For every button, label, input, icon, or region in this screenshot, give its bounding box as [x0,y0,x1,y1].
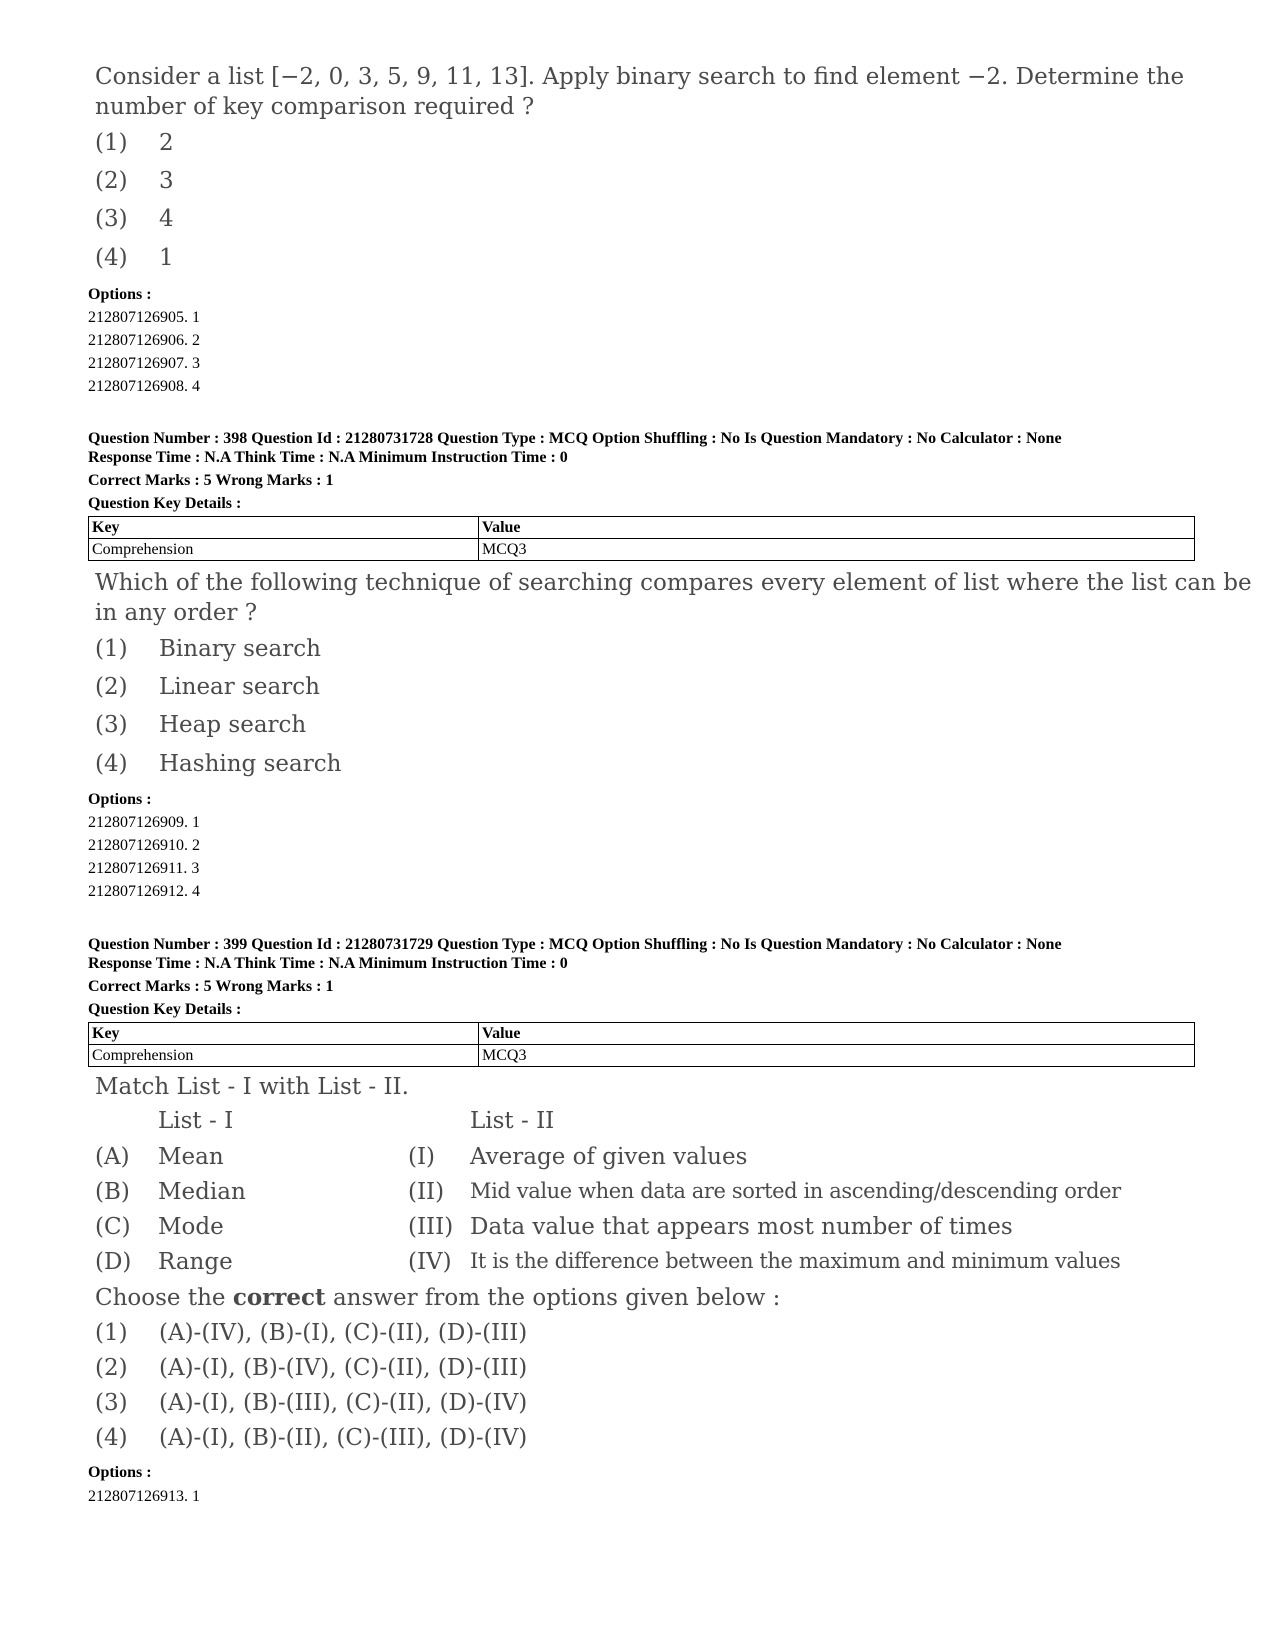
table-row [89,539,1195,561]
q399-options-label: Options : [88,1464,152,1481]
q1-choice-text: 3 [159,168,174,194]
value-cell: MCQ3 [479,1045,1195,1067]
match-left-label: (C) [95,1214,131,1240]
match-left-item: Mode [158,1214,224,1240]
match-right-label: (III) [408,1214,454,1240]
value-header: Value [479,517,1195,539]
choose-post: answer from the options given below : [325,1285,781,1311]
q398-choice-text: Heap search [159,712,307,738]
q398-choice-text: Hashing search [159,751,342,777]
q399-choice-text: (A)-(I), (B)-(III), (C)-(II), (D)-(IV) [159,1390,528,1416]
q1-stem-line1: Consider a list [−2, 0, 3, 5, 9, 11, 13]. Apply binary search to find element −2. Determine the [95,64,1185,90]
match-right-item: It is the difference between the maximum and minimum values [470,1249,1121,1273]
q399-choose-instruction [95,1284,780,1311]
match-right-label: (IV) [408,1249,452,1275]
value-cell: MCQ3 [479,539,1195,561]
q398-choice-num: (4) [95,751,128,777]
match-left-item: Range [158,1249,233,1275]
table-header-row [89,517,1195,539]
choose-bold: correct [232,1284,326,1311]
key-header: Key [89,517,479,539]
q398-marks: Correct Marks : 5 Wrong Marks : 1 [88,472,334,489]
table-header-row [89,1023,1195,1045]
match-left-label: (B) [95,1179,130,1205]
q399-marks: Correct Marks : 5 Wrong Marks : 1 [88,978,334,995]
q1-choice-text: 4 [159,206,174,232]
q1-option-id-2: 212807126906. 2 [88,332,200,349]
q1-choice-num: (2) [95,168,128,194]
q399-list2-header: List - II [470,1108,555,1134]
q398-option-id-4: 212807126912. 4 [88,883,200,900]
q398-stem [95,568,1252,628]
q398-choice-text: Binary search [159,636,321,662]
match-right-label: (I) [408,1144,436,1170]
q399-choice-text: (A)-(I), (B)-(IV), (C)-(II), (D)-(III) [159,1355,528,1381]
key-cell: Comprehension [89,539,479,561]
q399-list1-header: List - I [158,1108,234,1134]
q398-choice-num: (3) [95,712,128,738]
q399-choice-num: (2) [95,1355,128,1381]
q1-choice-num: (1) [95,130,128,156]
q398-option-id-2: 212807126910. 2 [88,837,200,854]
q398-option-id-3: 212807126911. 3 [88,860,200,877]
q399-key-details-label: Question Key Details : [88,1001,242,1018]
q399-key-table [88,1022,1195,1067]
q398-meta-line1: Question Number : 398 Question Id : 21280731728 Question Type : MCQ Option Shuffling : No Is Question Mandatory : No Calculator : None [88,430,1062,447]
match-left-item: Median [158,1179,246,1205]
match-right-item: Average of given values [470,1144,748,1170]
q399-meta-line1: Question Number : 399 Question Id : 21280731729 Question Type : MCQ Option Shuffling : No Is Question Mandatory : No Calculator : None [88,936,1062,953]
q398-choice-num: (2) [95,674,128,700]
q1-stem [95,62,1185,122]
q398-stem-line1: Which of the following technique of searching compares every element of list where the list can be [95,570,1252,596]
q399-choice-num: (3) [95,1390,128,1416]
q399-choice-text: (A)-(IV), (B)-(I), (C)-(II), (D)-(III) [159,1320,528,1346]
table-row [89,1045,1195,1067]
q399-intro: Match List - I with List - II. [95,1074,409,1100]
q399-choice-text: (A)-(I), (B)-(II), (C)-(III), (D)-(IV) [159,1425,528,1451]
q398-key-details-label: Question Key Details : [88,495,242,512]
q1-stem-line2: number of key comparison required ? [95,94,535,120]
q398-option-id-1: 212807126909. 1 [88,814,200,831]
q398-choice-text: Linear search [159,674,320,700]
q399-choice-num: (4) [95,1425,128,1451]
q399-choice-num: (1) [95,1320,128,1346]
q1-choice-text: 1 [159,245,174,271]
value-header: Value [479,1023,1195,1045]
q399-option-id-1: 212807126913. 1 [88,1488,200,1505]
q398-key-table [88,516,1195,561]
match-left-item: Mean [158,1144,224,1170]
q398-options-label: Options : [88,791,152,808]
match-right-label: (II) [408,1179,445,1205]
q398-choice-num: (1) [95,636,128,662]
choose-pre: Choose the [95,1285,233,1311]
q1-choice-text: 2 [159,130,174,156]
q399-meta-line2: Response Time : N.A Think Time : N.A Minimum Instruction Time : 0 [88,955,568,972]
key-cell: Comprehension [89,1045,479,1067]
q1-choice-num: (4) [95,245,128,271]
match-right-item: Mid value when data are sorted in ascending/descending order [470,1179,1121,1203]
match-left-label: (A) [95,1144,130,1170]
q398-stem-line2: in any order ? [95,600,258,626]
q1-option-id-3: 212807126907. 3 [88,355,200,372]
key-header: Key [89,1023,479,1045]
q1-options-label: Options : [88,286,152,303]
q398-meta-line2: Response Time : N.A Think Time : N.A Minimum Instruction Time : 0 [88,449,568,466]
q1-choice-num: (3) [95,206,128,232]
q1-option-id-1: 212807126905. 1 [88,309,200,326]
q1-option-id-4: 212807126908. 4 [88,378,200,395]
match-right-item: Data value that appears most number of times [470,1214,1013,1240]
match-left-label: (D) [95,1249,132,1275]
